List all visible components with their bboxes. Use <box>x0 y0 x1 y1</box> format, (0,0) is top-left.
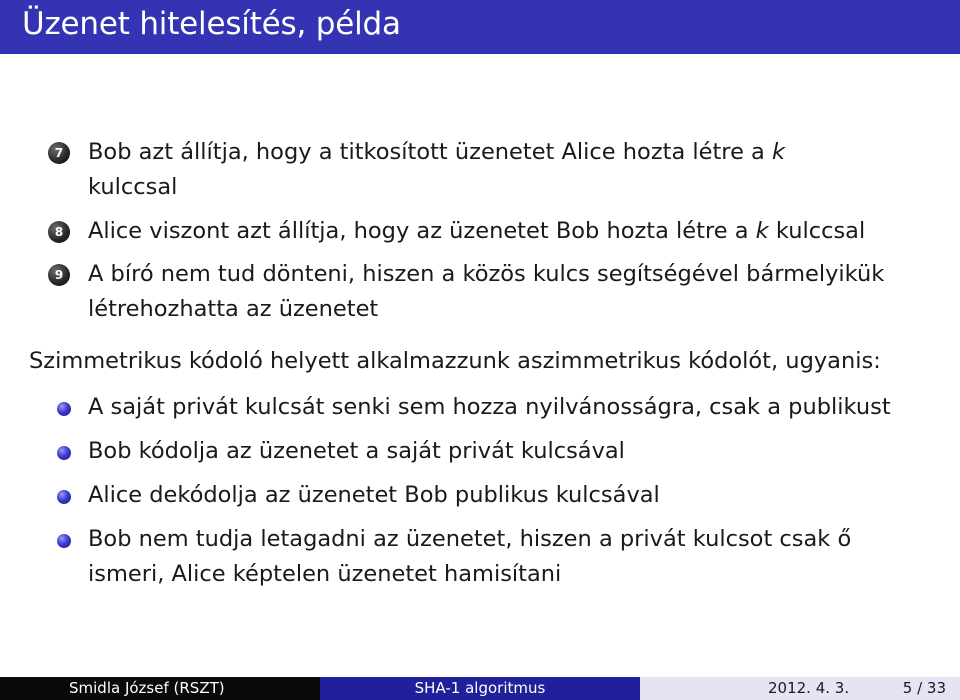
bullet-item <box>88 523 851 591</box>
item-text-continued: létrehozhatta az üzenetet <box>88 296 379 322</box>
bullet-icon <box>57 490 71 504</box>
intro-paragraph: Szimmetrikus kódoló helyett alkalmazzunk aszimmetrikus kódolót, ugyanis: <box>29 348 881 374</box>
bullet-text: Bob nem tudja letagadni az üzenetet, hiszen a privát kulcsot csak ő <box>88 526 852 552</box>
numbered-item-8 <box>88 215 865 248</box>
bullet-item <box>88 435 625 468</box>
enum-number-badge: 7 <box>48 142 70 164</box>
bullet-text: Bob kódolja az üzenetet a saját privát kulcsával <box>88 438 625 464</box>
footer-author: Smidla József (RSZT) <box>69 679 225 697</box>
item-text: A bíró nem tud dönteni, hiszen a közös kulcs segítségével bármelyikük <box>88 261 885 287</box>
enum-number-badge: 8 <box>48 221 70 243</box>
bullet-text-continued: ismeri, Alice képtelen üzenetet hamisítani <box>88 561 562 587</box>
item-text: Bob azt állítja, hogy a titkosított üzenetet Alice hozta létre a <box>88 139 772 165</box>
bullet-icon <box>57 446 71 460</box>
footer-date: 2012. 4. 3. <box>768 679 850 697</box>
footer-author-section <box>0 677 320 700</box>
bullet-text: Alice dekódolja az üzenetet Bob publikus kulcsával <box>88 482 660 508</box>
bullet-icon <box>57 402 71 416</box>
enum-number-badge: 9 <box>48 264 70 286</box>
footer-info-section <box>640 677 960 700</box>
footer-topic-section <box>320 677 640 700</box>
item-text: Alice viszont azt állítja, hogy az üzenetet Bob hozta létre a <box>88 218 756 244</box>
slide-title: Üzenet hitelesítés, példa <box>22 6 401 42</box>
numbered-item-9 <box>88 258 884 326</box>
slide-footer <box>0 677 960 700</box>
item-text-continued: kulccsal <box>88 174 178 200</box>
bullet-item <box>88 391 891 424</box>
key-variable: k <box>772 139 786 165</box>
footer-topic: SHA-1 algoritmus <box>414 679 546 697</box>
bullet-item <box>88 479 660 512</box>
bullet-icon <box>57 534 71 548</box>
numbered-item-7 <box>88 136 785 204</box>
item-text-end: kulccsal <box>768 218 866 244</box>
bullet-text: A saját privát kulcsát senki sem hozza nyilvánosságra, csak a publikust <box>88 394 891 420</box>
footer-page-number: 5 / 33 <box>902 679 946 697</box>
key-variable: k <box>755 218 769 244</box>
